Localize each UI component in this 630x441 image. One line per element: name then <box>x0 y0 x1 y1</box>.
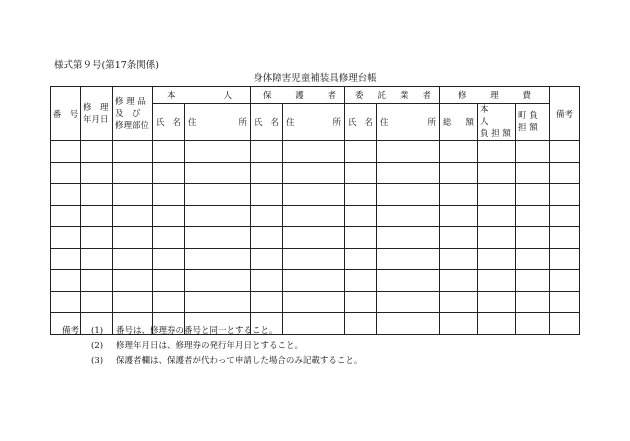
table-cell <box>153 291 185 313</box>
table-cell <box>516 162 550 184</box>
table-row <box>51 141 580 163</box>
header-parts-line1: 修 理 品 <box>115 96 146 107</box>
table-cell <box>440 141 478 163</box>
table-row <box>51 162 580 184</box>
table-cell <box>51 205 81 227</box>
table-row <box>51 184 580 206</box>
sub-name-char2: 名 <box>172 118 181 128</box>
header-repair-date-line2: 年月日 <box>83 114 109 125</box>
table-cell <box>251 205 283 227</box>
group-guardian-char2: 護 <box>295 91 304 101</box>
sub-total-char1: 総 <box>443 118 452 128</box>
group-guardian-char3: 者 <box>327 91 337 101</box>
sub-name-char1: 氏 <box>348 118 357 128</box>
table-cell <box>113 270 153 292</box>
table-cell <box>516 205 550 227</box>
table-cell <box>516 313 550 335</box>
header-number: 番 号 <box>51 87 81 141</box>
table-cell <box>185 248 251 270</box>
group-contractor-char4: 者 <box>422 91 431 101</box>
table-cell <box>550 162 580 184</box>
sub-name-char2: 名 <box>270 118 279 128</box>
table-cell <box>345 184 377 206</box>
table-cell <box>51 184 81 206</box>
table-cell <box>81 248 113 270</box>
note-item <box>62 354 362 369</box>
table-row <box>51 205 580 227</box>
table-cell <box>185 162 251 184</box>
town-pay-line2: 担 額 <box>518 123 538 133</box>
table-cell <box>377 205 440 227</box>
table-cell <box>113 141 153 163</box>
table-cell <box>345 141 377 163</box>
table-cell <box>478 184 516 206</box>
table-cell <box>478 205 516 227</box>
table-cell <box>81 184 113 206</box>
sub-name-char2: 名 <box>364 118 374 128</box>
table-cell <box>377 162 440 184</box>
table-cell <box>251 248 283 270</box>
sub-address-char1: 住 <box>188 118 197 128</box>
table-cell <box>251 184 283 206</box>
table-row <box>51 291 580 313</box>
self-pay-line2: 負 担 額 <box>480 129 511 139</box>
table-cell <box>283 227 345 249</box>
table-cell <box>440 248 478 270</box>
table-cell <box>283 248 345 270</box>
table-cell <box>550 184 580 206</box>
table-cell <box>185 291 251 313</box>
table-cell <box>440 184 478 206</box>
table-cell <box>153 205 185 227</box>
table-cell <box>51 162 81 184</box>
header-group-guardian <box>251 87 345 104</box>
sub-address-char1: 住 <box>380 118 389 128</box>
table-cell <box>251 291 283 313</box>
table-cell <box>377 141 440 163</box>
table-cell <box>550 291 580 313</box>
group-guardian-char1: 保 <box>263 91 272 101</box>
sub-address-char2: 所 <box>332 118 342 128</box>
table-cell <box>377 184 440 206</box>
table-cell <box>377 291 440 313</box>
table-cell <box>440 227 478 249</box>
group-person-char1: 本 <box>167 91 176 101</box>
header-total-amount <box>440 104 478 141</box>
table-cell <box>478 270 516 292</box>
table-cell <box>377 227 440 249</box>
table-cell <box>478 227 516 249</box>
table-cell <box>185 205 251 227</box>
repair-ledger-table <box>50 86 580 335</box>
table-cell <box>377 270 440 292</box>
table-cell <box>185 184 251 206</box>
table-cell <box>478 141 516 163</box>
table-cell <box>251 227 283 249</box>
table-cell <box>283 162 345 184</box>
group-person-char2: 人 <box>223 91 232 101</box>
table-cell <box>185 227 251 249</box>
table-row <box>51 270 580 292</box>
table-cell <box>550 141 580 163</box>
table-cell <box>550 270 580 292</box>
header-person-address <box>185 104 251 141</box>
table-cell <box>377 313 440 335</box>
header-parts-line3: 修理部位 <box>115 120 150 131</box>
table-cell <box>81 162 113 184</box>
table-cell <box>345 248 377 270</box>
table-cell <box>113 291 153 313</box>
note-text: 修理年月日は、修理券の発行年月日とすること。 <box>116 341 304 351</box>
table-cell <box>478 313 516 335</box>
document-title: 身体障害児童補装具修理台帳 <box>253 73 377 84</box>
table-cell <box>113 227 153 249</box>
group-contractor-char2: 託 <box>377 91 387 101</box>
table-cell <box>153 248 185 270</box>
header-contractor-name <box>345 104 377 141</box>
table-cell <box>51 141 81 163</box>
sub-address-char2: 所 <box>238 118 247 128</box>
table-cell <box>345 227 377 249</box>
table-cell <box>153 227 185 249</box>
group-contractor-char1: 委 <box>355 91 364 101</box>
note-item <box>62 324 362 339</box>
table-cell <box>251 141 283 163</box>
table-cell <box>440 162 478 184</box>
table-cell <box>516 184 550 206</box>
table-cell <box>283 184 345 206</box>
table-cell <box>81 227 113 249</box>
table-cell <box>478 162 516 184</box>
table-cell <box>516 227 550 249</box>
town-pay-line1: 町 負 <box>518 111 538 121</box>
sub-name-char1: 氏 <box>254 118 263 128</box>
table-cell <box>345 205 377 227</box>
table-cell <box>283 270 345 292</box>
table-cell <box>81 270 113 292</box>
table-cell <box>550 313 580 335</box>
header-town-pay <box>516 104 550 141</box>
table-cell <box>516 248 550 270</box>
table-cell <box>251 162 283 184</box>
table-cell <box>283 291 345 313</box>
table-cell <box>440 205 478 227</box>
header-row-1 <box>51 87 580 104</box>
header-repair-date <box>81 87 113 141</box>
table-cell <box>345 162 377 184</box>
table-cell <box>153 270 185 292</box>
table-cell <box>51 227 81 249</box>
table-cell <box>81 141 113 163</box>
header-self-pay <box>478 104 516 141</box>
table-cell <box>113 248 153 270</box>
header-repair-date-line1: 修 理 <box>83 102 109 113</box>
header-guardian-name <box>251 104 283 141</box>
header-contractor-address <box>377 104 440 141</box>
table-cell <box>113 205 153 227</box>
group-cost-char3: 費 <box>522 91 532 101</box>
note-number: (1) <box>91 326 104 336</box>
form-number: 様式第９号(第17条関係) <box>54 60 160 71</box>
table-cell <box>516 291 550 313</box>
table-cell <box>81 291 113 313</box>
table-cell <box>283 141 345 163</box>
table-cell <box>113 162 153 184</box>
note-text: 番号は、修理券の番号と同一とすること。 <box>116 326 278 336</box>
table-cell <box>153 162 185 184</box>
note-number: (2) <box>91 341 104 351</box>
table-cell <box>51 248 81 270</box>
table-cell <box>185 270 251 292</box>
table-cell <box>478 291 516 313</box>
table-cell <box>81 205 113 227</box>
header-group-person <box>153 87 251 104</box>
notes-section <box>62 324 362 369</box>
table-cell <box>113 184 153 206</box>
header-guardian-address <box>283 104 345 141</box>
sub-name-char1: 氏 <box>156 118 165 128</box>
note-item <box>62 339 362 354</box>
table-cell <box>440 291 478 313</box>
sub-address-char2: 所 <box>427 118 437 128</box>
table-row <box>51 227 580 249</box>
table-cell <box>377 248 440 270</box>
group-contractor-char3: 業 <box>399 91 409 101</box>
self-pay-char1: 本 <box>480 105 489 115</box>
table-cell <box>153 141 185 163</box>
note-text: 保護者欄は、保護者が代わって申請した場合のみ記載すること。 <box>116 356 363 366</box>
table-cell <box>440 270 478 292</box>
sub-address-char1: 住 <box>286 118 295 128</box>
header-parts-line2: 及 び <box>115 108 141 119</box>
table-cell <box>550 248 580 270</box>
header-person-name <box>153 104 185 141</box>
group-cost-char1: 修 <box>458 91 467 101</box>
group-cost-char2: 理 <box>490 91 499 101</box>
notes-label: 備考 <box>62 326 80 336</box>
table-cell <box>283 205 345 227</box>
table-cell <box>51 270 81 292</box>
table-cell <box>251 270 283 292</box>
table-cell <box>550 205 580 227</box>
note-number: (3) <box>91 356 104 366</box>
header-group-repair-cost <box>440 87 550 104</box>
header-remarks: 備考 <box>550 87 580 141</box>
table-cell <box>516 141 550 163</box>
table-row <box>51 248 580 270</box>
header-repair-parts <box>113 87 153 141</box>
table-cell <box>185 141 251 163</box>
sub-total-char2: 額 <box>465 118 475 128</box>
table-cell <box>440 313 478 335</box>
table-cell <box>345 270 377 292</box>
table-cell <box>51 291 81 313</box>
table-cell <box>345 291 377 313</box>
table-cell <box>550 227 580 249</box>
header-group-contractor <box>345 87 440 104</box>
table-cell <box>516 270 550 292</box>
table-cell <box>153 184 185 206</box>
self-pay-char2: 人 <box>480 117 489 127</box>
table-cell <box>478 248 516 270</box>
